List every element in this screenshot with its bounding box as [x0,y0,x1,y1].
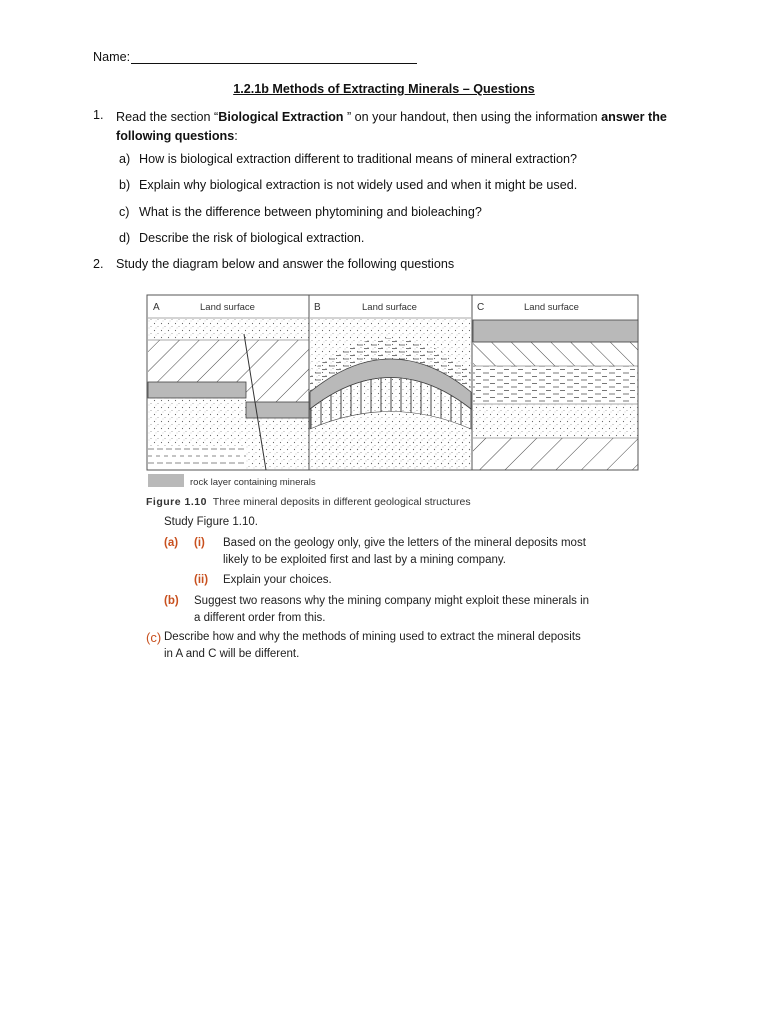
name-field[interactable] [93,50,417,64]
legend-swatch [148,474,184,487]
q-c-text [164,629,644,663]
item-text: How is biological extraction different to traditional means of mineral extraction? [139,152,577,166]
q-b-letter: (b) [164,595,179,607]
item-letter: a) [119,152,131,166]
mineral-layer-a [148,382,246,398]
legend-label: rock layer containing minerals [190,477,316,488]
q-a-i-line: likely to be exploited first and last by a mining company. [223,554,506,566]
q-a-ii-text: Explain your choices. [223,574,332,586]
question-1-number: 1. [93,108,104,122]
q-a-letter: (a) [164,537,179,549]
study-instruction: Study Figure 1.10. [164,516,258,528]
q1-text-part: Read the section “ [116,110,219,124]
panel-c-surface-label: Land surface [524,302,579,313]
q-b-line: a different order from this. [194,612,326,624]
q-a-i-letter: (i) [194,537,205,549]
q1-bold-instruction: answer the following questions [116,110,667,143]
figure-caption [146,496,471,508]
q1-text-part: ” on your handout, then using the information [343,110,602,124]
figure-label: Figure 1.10 [146,496,207,508]
q-a-i-label [194,535,205,552]
q-a-ii-letter: (ii) [194,574,209,586]
q-c-line: Describe how and why the methods of mining used to extract the mineral deposits [164,631,581,643]
item-text: Describe the risk of biological extraction. [139,231,365,245]
q-b-text [194,593,644,627]
item-text: What is the difference between phytomining and bioleaching? [139,205,482,219]
geology-diagram [146,294,639,494]
q-c-label [146,629,161,646]
q-b-line: Suggest two reasons why the mining company might exploit these minerals in [194,595,590,607]
q1-bold-section: Biological Extraction [218,110,344,124]
panel-c [473,320,638,470]
panel-a-letter: A [153,302,160,313]
figure-caption-text: Three mineral deposits in different geological structures [212,496,471,508]
mineral-layer-c [473,320,638,342]
q-a-ii-label [194,572,208,589]
panel-b-letter: B [314,302,321,313]
item-text: Explain why biological extraction is not widely used and when it might be used. [139,178,578,192]
panel-b [310,318,471,470]
q1-text-part: : [234,129,238,143]
item-letter: d) [119,231,131,245]
question-1-text [116,108,676,146]
name-underline[interactable] [131,50,417,64]
question-2-number: 2. [93,257,104,271]
item-letter: c) [119,205,130,219]
question-2-text: Study the diagram below and answer the following questions [116,257,455,271]
panel-a-surface-label: Land surface [200,302,255,313]
q-c-line: in A and C will be different. [164,648,300,660]
question-2 [93,257,653,275]
page-title: 1.2.1b Methods of Extracting Minerals – Questions [233,82,535,96]
panel-b-surface-label: Land surface [362,302,417,313]
q-b-label [164,593,179,610]
panel-c-letter: C [477,302,485,313]
q-a-i-text [223,535,643,569]
q-a-label [164,535,178,552]
item-letter: b) [119,178,131,192]
question-1 [93,108,673,148]
q-a-i-line: Based on the geology only, give the letters of the mineral deposits most [223,537,586,549]
q-c-letter: (c) [146,630,162,645]
name-label: Name: [93,50,131,64]
